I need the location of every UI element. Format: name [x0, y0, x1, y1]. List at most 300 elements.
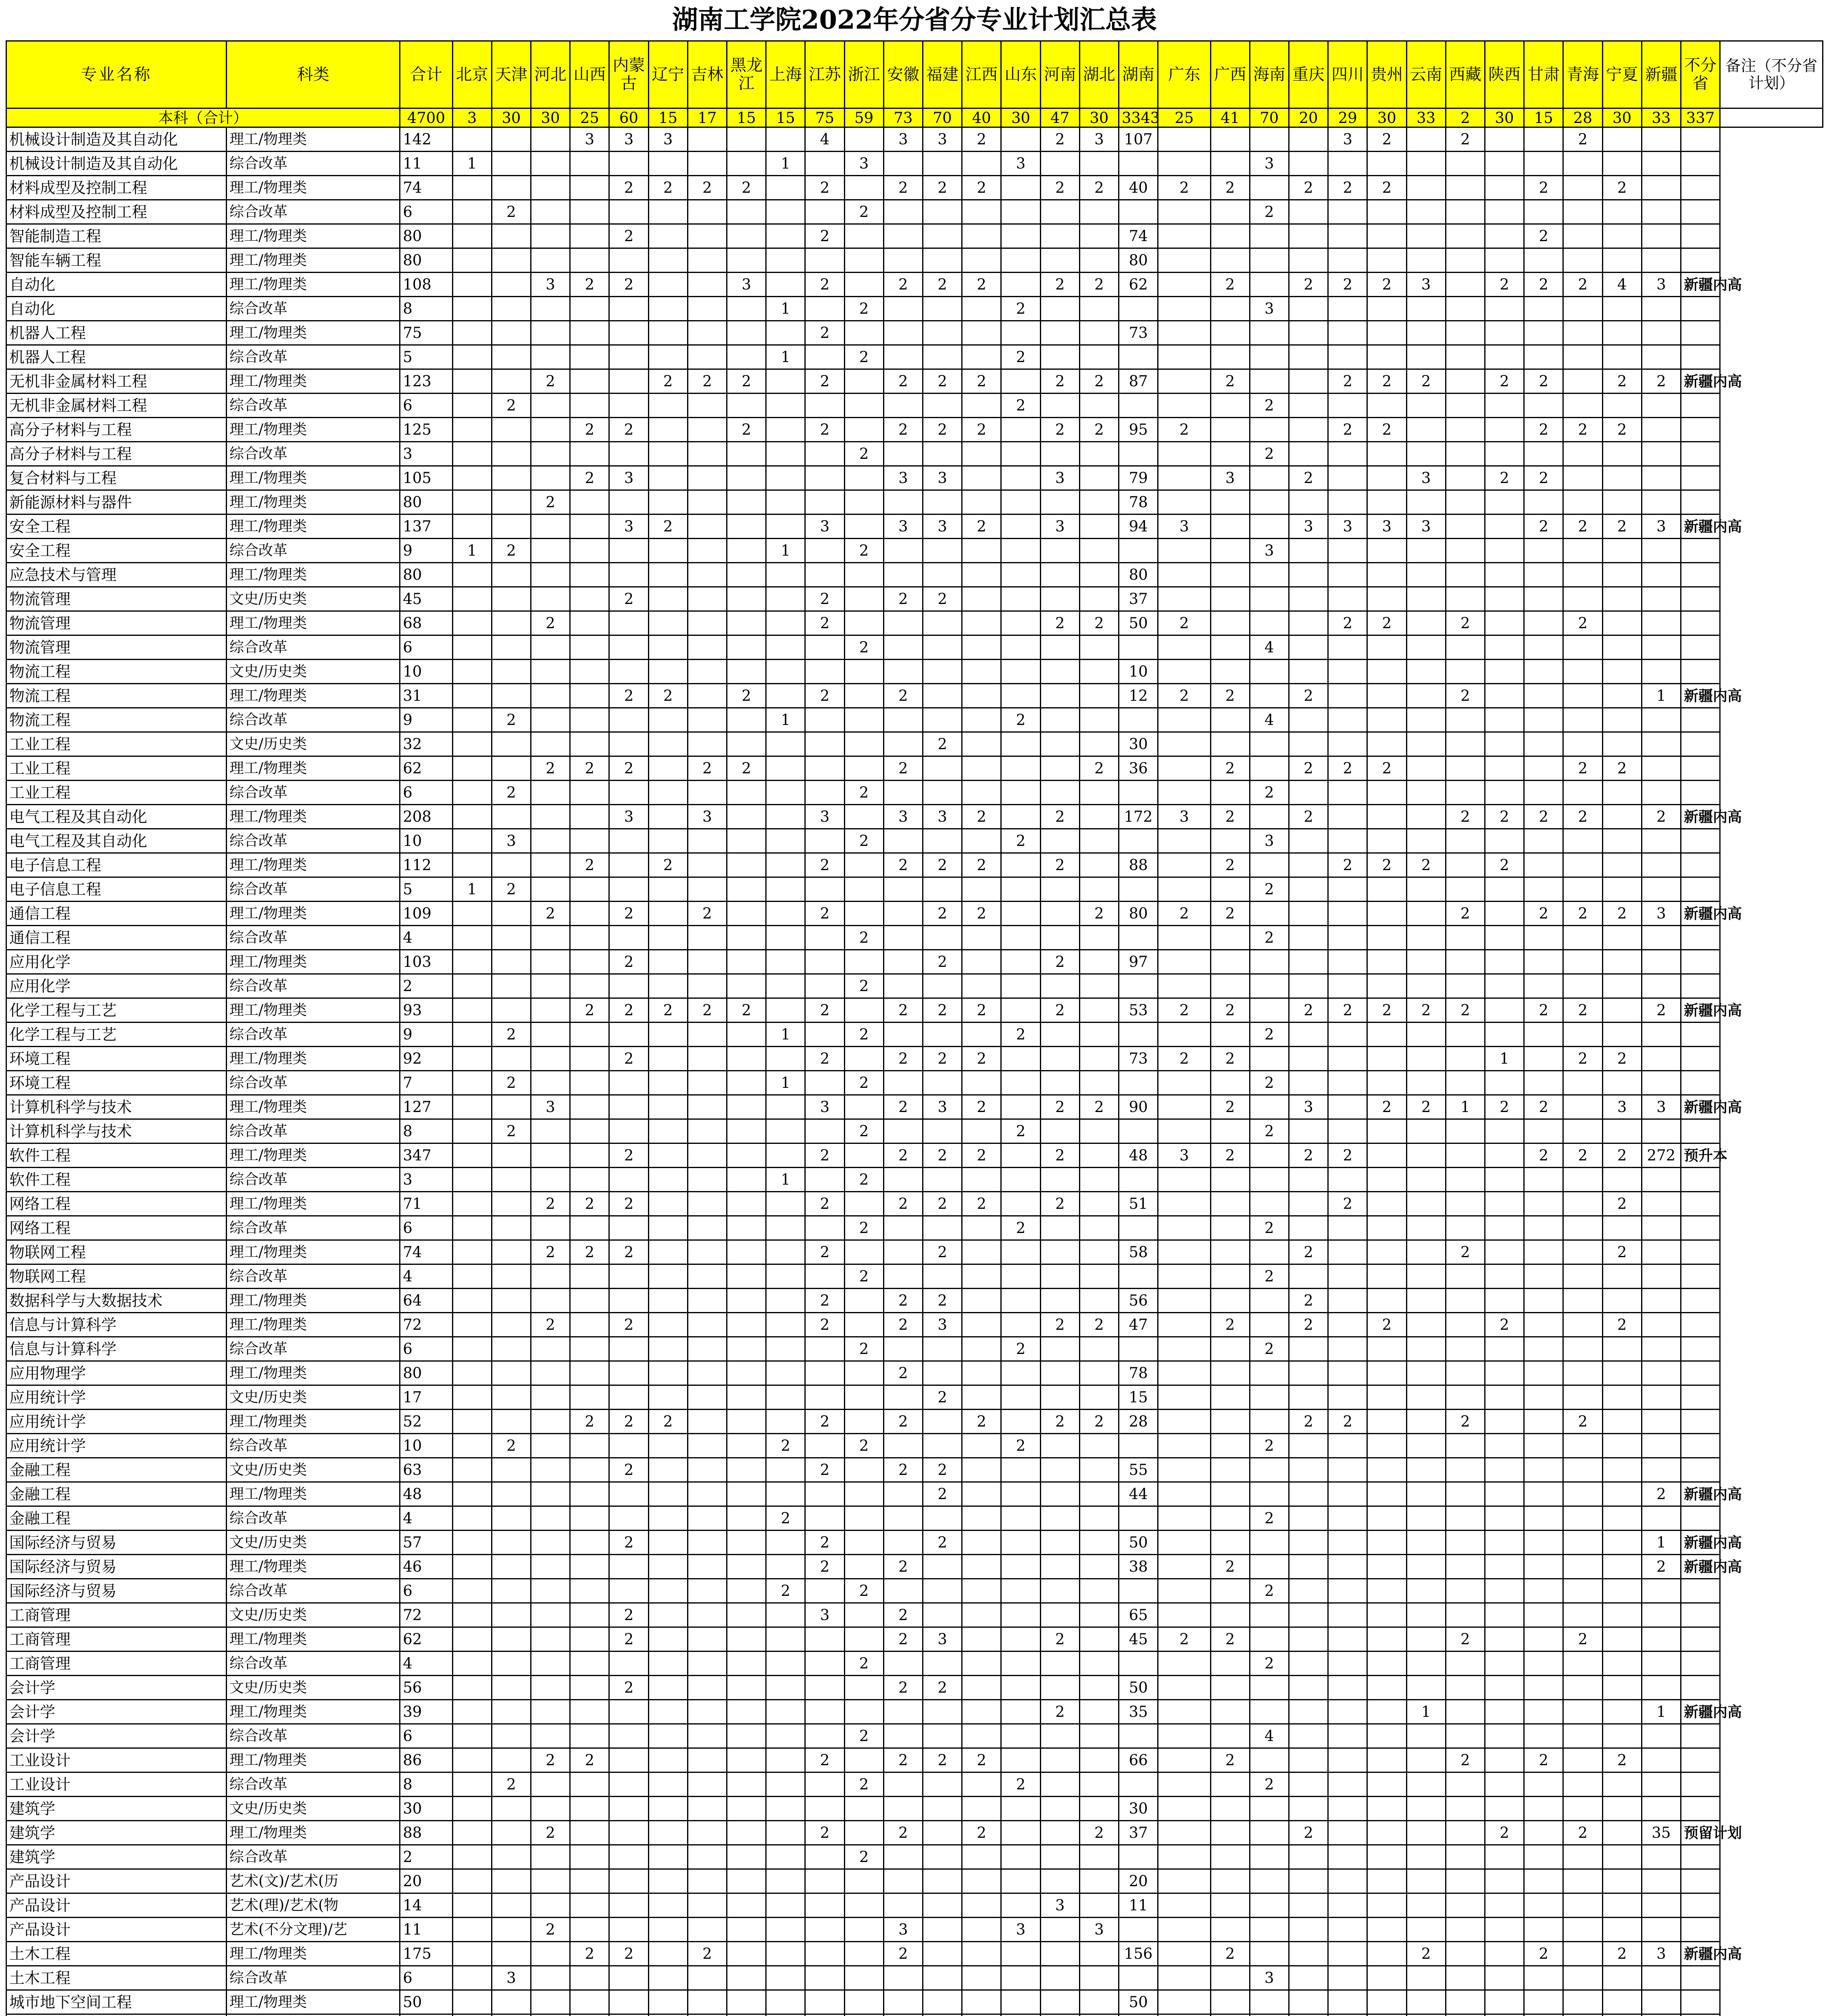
- province-count: [531, 345, 570, 369]
- province-count: [1328, 1385, 1367, 1410]
- province-count: [687, 563, 727, 587]
- province-count: [1289, 1434, 1328, 1458]
- province-count: 2: [805, 587, 844, 611]
- province-count: 2: [1210, 853, 1250, 877]
- row-total: 80: [400, 224, 452, 248]
- province-count: [1485, 345, 1524, 369]
- province-count: [1040, 539, 1079, 563]
- province-count: 2: [1079, 176, 1119, 200]
- province-count: 2: [805, 1289, 844, 1313]
- province-count: [492, 1627, 531, 1652]
- province-count: 2: [1524, 418, 1563, 442]
- province-count: [687, 1652, 727, 1676]
- province-count: [531, 152, 570, 176]
- province-count: [531, 1047, 570, 1071]
- province-count: [1079, 1579, 1119, 1603]
- province-count: [1563, 200, 1602, 224]
- province-count: [648, 1071, 687, 1095]
- province-count: [687, 1482, 727, 1506]
- province-count: [1563, 1192, 1602, 1216]
- province-count: 2: [805, 902, 844, 926]
- province-count: [1602, 345, 1642, 369]
- province-count: [1328, 805, 1367, 829]
- row-total: 80: [400, 1361, 452, 1385]
- province-count: [687, 950, 727, 974]
- province-count: 2: [1079, 418, 1119, 442]
- province-count: [452, 1603, 492, 1627]
- province-count: [531, 708, 570, 732]
- province-count: [570, 394, 609, 418]
- row-total: 6: [400, 1337, 452, 1361]
- note-cell: [1681, 1652, 1720, 1676]
- note-cell: [1681, 1748, 1720, 1772]
- province-count: [1040, 660, 1079, 684]
- column-header: 浙江: [844, 41, 883, 108]
- subject-category: 综合改革: [227, 1845, 400, 1869]
- province-count: [1328, 732, 1367, 756]
- province-count: [1642, 418, 1681, 442]
- province-count: [766, 1918, 805, 1942]
- province-count: [1642, 1361, 1681, 1385]
- province-count: [1328, 1289, 1367, 1313]
- province-count: [1367, 466, 1406, 490]
- province-count: [1040, 1942, 1079, 1966]
- table-row: [6, 756, 1823, 781]
- note-cell: [1681, 1192, 1720, 1216]
- province-count: [1642, 152, 1681, 176]
- province-count: [883, 1845, 923, 1869]
- province-count: [1079, 708, 1119, 732]
- province-count: [1406, 805, 1446, 829]
- province-count: [570, 224, 609, 248]
- province-count: 2: [923, 1458, 962, 1482]
- province-count: 1: [1642, 1700, 1681, 1724]
- subject-category: 理工/物理类: [227, 1700, 400, 1724]
- major-name: 物流管理: [6, 587, 227, 611]
- province-count: [1367, 1748, 1406, 1772]
- province-count: [687, 1555, 727, 1579]
- province-count: [1328, 1240, 1367, 1264]
- province-count: [844, 1821, 883, 1845]
- province-count: 10: [1119, 660, 1158, 684]
- province-count: [1210, 539, 1250, 563]
- province-count: [1001, 1966, 1040, 1990]
- province-count: [1485, 708, 1524, 732]
- province-count: [1524, 1361, 1563, 1385]
- total-value: 47: [1040, 108, 1079, 127]
- province-count: [1001, 1627, 1040, 1652]
- province-count: 2: [883, 176, 923, 200]
- province-count: [648, 1627, 687, 1652]
- province-count: 2: [766, 1506, 805, 1531]
- province-count: [727, 345, 766, 369]
- province-count: 2: [570, 853, 609, 877]
- province-count: [609, 1337, 648, 1361]
- province-count: [727, 926, 766, 950]
- note-cell: [1681, 1627, 1720, 1652]
- province-count: [1119, 926, 1158, 950]
- province-count: [452, 297, 492, 321]
- table-row: [6, 1869, 1823, 1893]
- province-count: [1446, 926, 1485, 950]
- province-count: [727, 1918, 766, 1942]
- province-count: 2: [883, 1458, 923, 1482]
- province-count: 2: [1079, 1095, 1119, 1119]
- province-count: [766, 1748, 805, 1772]
- province-count: 2: [492, 1119, 531, 1143]
- province-count: [1524, 1700, 1563, 1724]
- province-count: [1367, 1676, 1406, 1700]
- province-count: [1367, 1845, 1406, 1869]
- province-count: [727, 539, 766, 563]
- province-count: [1328, 1361, 1367, 1385]
- province-count: [1289, 732, 1328, 756]
- province-count: [1524, 684, 1563, 708]
- major-name: 智能车辆工程: [6, 248, 227, 273]
- province-count: [1210, 1216, 1250, 1240]
- province-count: [1001, 127, 1040, 152]
- province-count: [1289, 1047, 1328, 1071]
- province-count: [727, 1700, 766, 1724]
- province-count: 2: [1367, 853, 1406, 877]
- province-count: [492, 853, 531, 877]
- province-count: [1406, 974, 1446, 998]
- province-count: [1328, 1434, 1367, 1458]
- table-row: [6, 635, 1823, 660]
- table-row: [6, 1676, 1823, 1700]
- province-count: [962, 1579, 1001, 1603]
- province-count: [1485, 1168, 1524, 1192]
- province-count: [1001, 902, 1040, 926]
- note-cell: [1681, 660, 1720, 684]
- note-cell: [1681, 587, 1720, 611]
- province-count: [1040, 1579, 1079, 1603]
- province-count: [648, 1458, 687, 1482]
- province-count: [923, 635, 962, 660]
- province-count: [883, 1531, 923, 1555]
- province-count: [1210, 394, 1250, 418]
- province-count: [452, 248, 492, 273]
- province-count: [1040, 2014, 1079, 2016]
- note-cell: [1681, 1289, 1720, 1313]
- province-count: [844, 684, 883, 708]
- province-count: [492, 1724, 531, 1748]
- province-count: [1446, 248, 1485, 273]
- province-count: [492, 321, 531, 345]
- province-count: [1250, 514, 1289, 539]
- province-count: 2: [844, 345, 883, 369]
- province-count: [766, 1458, 805, 1482]
- province-count: 2: [923, 950, 962, 974]
- subject-category: 综合改革: [227, 635, 400, 660]
- province-count: 2: [805, 369, 844, 394]
- province-count: [844, 1143, 883, 1168]
- province-count: [531, 1603, 570, 1627]
- province-count: [1210, 1700, 1250, 1724]
- row-total: 4: [400, 1264, 452, 1289]
- total-value: 73: [883, 108, 923, 127]
- province-count: [1563, 660, 1602, 684]
- province-count: [883, 1337, 923, 1361]
- province-count: [844, 587, 883, 611]
- province-count: [766, 1143, 805, 1168]
- province-count: [687, 587, 727, 611]
- note-cell: [1681, 1434, 1720, 1458]
- province-count: [1079, 442, 1119, 466]
- province-count: [727, 224, 766, 248]
- province-count: 2: [492, 1434, 531, 1458]
- province-count: [1524, 1047, 1563, 1071]
- province-count: [1602, 635, 1642, 660]
- province-count: [1250, 1313, 1289, 1337]
- province-count: [1446, 369, 1485, 394]
- province-count: [1602, 2014, 1642, 2016]
- province-count: [805, 1652, 844, 1676]
- province-count: [1040, 1506, 1079, 1531]
- province-count: [1289, 1748, 1328, 1772]
- province-count: [1158, 950, 1210, 974]
- province-count: [1119, 1434, 1158, 1458]
- province-count: [1040, 829, 1079, 853]
- province-count: [1406, 297, 1446, 321]
- province-count: [1001, 176, 1040, 200]
- province-count: [805, 1434, 844, 1458]
- province-count: 2: [531, 1821, 570, 1845]
- province-count: [883, 708, 923, 732]
- province-count: [1210, 152, 1250, 176]
- province-count: [766, 2014, 805, 2016]
- province-count: [1563, 829, 1602, 853]
- province-count: [492, 1700, 531, 1724]
- province-count: [1289, 1071, 1328, 1095]
- province-count: [1250, 1410, 1289, 1434]
- province-count: 2: [1250, 877, 1289, 902]
- province-count: [1367, 1240, 1406, 1264]
- province-count: [727, 442, 766, 466]
- province-count: [923, 1797, 962, 1821]
- table-row: [6, 127, 1823, 152]
- province-count: 2: [1485, 273, 1524, 297]
- column-header: 西藏: [1446, 41, 1485, 108]
- province-count: 2: [1289, 684, 1328, 708]
- province-count: [1158, 1216, 1210, 1240]
- province-count: [883, 1966, 923, 1990]
- province-count: 1: [1446, 1095, 1485, 1119]
- province-count: 2: [805, 1143, 844, 1168]
- province-count: [962, 1506, 1001, 1531]
- subject-category: 综合改革: [227, 1337, 400, 1361]
- province-count: [1406, 902, 1446, 926]
- province-count: 1: [452, 539, 492, 563]
- province-count: [1446, 176, 1485, 200]
- major-name: 会计学: [6, 1724, 227, 1748]
- province-count: [648, 1337, 687, 1361]
- province-count: [531, 1434, 570, 1458]
- province-count: 2: [962, 853, 1001, 877]
- province-count: [1328, 902, 1367, 926]
- province-count: 2: [1602, 1748, 1642, 1772]
- province-count: [844, 1531, 883, 1555]
- province-count: 3: [1158, 1143, 1210, 1168]
- province-count: [1158, 369, 1210, 394]
- province-count: 2: [531, 1192, 570, 1216]
- province-count: [766, 1942, 805, 1966]
- subject-category: 理工/物理类: [227, 1289, 400, 1313]
- province-count: 37: [1119, 587, 1158, 611]
- province-count: 2: [1250, 1652, 1289, 1676]
- province-count: [1001, 1047, 1040, 1071]
- province-count: 156: [1119, 1942, 1158, 1966]
- province-count: [452, 1966, 492, 1990]
- province-count: [1119, 1264, 1158, 1289]
- province-count: [687, 224, 727, 248]
- province-count: [609, 829, 648, 853]
- province-count: [1602, 466, 1642, 490]
- province-count: [1524, 1869, 1563, 1893]
- province-count: 2: [1250, 1337, 1289, 1361]
- province-count: [1642, 1264, 1681, 1289]
- province-count: [1289, 394, 1328, 418]
- province-count: [962, 1168, 1001, 1192]
- province-count: [1485, 1869, 1524, 1893]
- province-count: [1158, 224, 1210, 248]
- note-cell: 预留计划: [1681, 1821, 1720, 1845]
- province-count: [1602, 926, 1642, 950]
- province-count: 2: [1040, 1410, 1079, 1434]
- province-count: 2: [1642, 1555, 1681, 1579]
- province-count: [1485, 1990, 1524, 2014]
- province-count: [1485, 684, 1524, 708]
- province-count: [1210, 974, 1250, 998]
- province-count: [1485, 200, 1524, 224]
- major-name: 物流管理: [6, 611, 227, 635]
- province-count: [1524, 1918, 1563, 1942]
- province-count: [1040, 1676, 1079, 1700]
- note-cell: [1681, 974, 1720, 998]
- province-count: 2: [1406, 1095, 1446, 1119]
- row-total: 5: [400, 877, 452, 902]
- province-count: 2: [805, 1192, 844, 1216]
- province-count: [1367, 1192, 1406, 1216]
- subject-category: 理工/物理类: [227, 1748, 400, 1772]
- table-row: [6, 1119, 1823, 1143]
- province-count: [1328, 563, 1367, 587]
- subject-category: 理工/物理类: [227, 369, 400, 394]
- subject-category: 综合改革: [227, 345, 400, 369]
- province-count: [492, 1579, 531, 1603]
- province-count: 2: [1602, 1047, 1642, 1071]
- province-count: 2: [1040, 176, 1079, 200]
- province-count: 74: [1119, 224, 1158, 248]
- province-count: [766, 1797, 805, 1821]
- major-name: 工业工程: [6, 756, 227, 781]
- province-count: 3: [1001, 1918, 1040, 1942]
- province-count: [1210, 1071, 1250, 1095]
- province-count: [1250, 176, 1289, 200]
- total-value: 70: [923, 108, 962, 127]
- province-count: [570, 1724, 609, 1748]
- province-count: 1: [1406, 1700, 1446, 1724]
- subject-category: 理工/物理类: [227, 1143, 400, 1168]
- province-count: [805, 756, 844, 781]
- province-count: [570, 514, 609, 539]
- province-count: [923, 345, 962, 369]
- row-total: 48: [400, 1482, 452, 1506]
- province-count: 2: [1040, 1143, 1079, 1168]
- province-count: [1001, 950, 1040, 974]
- province-count: 2: [1040, 611, 1079, 635]
- province-count: [962, 1482, 1001, 1506]
- province-count: [452, 418, 492, 442]
- province-count: [1485, 1676, 1524, 1700]
- province-count: [492, 1337, 531, 1361]
- province-count: 2: [1367, 1313, 1406, 1337]
- province-count: [1289, 1966, 1328, 1990]
- province-count: [570, 152, 609, 176]
- province-count: [452, 1821, 492, 1845]
- province-count: [805, 635, 844, 660]
- province-count: [452, 1143, 492, 1168]
- province-count: [1210, 1264, 1250, 1289]
- province-count: [1602, 200, 1642, 224]
- province-count: [1040, 1797, 1079, 1821]
- province-count: [1250, 805, 1289, 829]
- province-count: [1485, 1361, 1524, 1385]
- province-count: [1446, 1047, 1485, 1071]
- province-count: [1210, 200, 1250, 224]
- province-count: 2: [1001, 394, 1040, 418]
- column-header: 辽宁: [648, 41, 687, 108]
- province-count: [923, 1869, 962, 1893]
- province-count: [844, 369, 883, 394]
- province-count: [727, 1482, 766, 1506]
- province-count: 2: [1158, 684, 1210, 708]
- province-count: [1367, 1482, 1406, 1506]
- province-count: 2: [844, 1579, 883, 1603]
- province-count: [1563, 1434, 1602, 1458]
- province-count: [1001, 587, 1040, 611]
- province-count: [492, 1748, 531, 1772]
- subject-category: 综合改革: [227, 926, 400, 950]
- province-count: 3: [1289, 1095, 1328, 1119]
- province-count: [492, 345, 531, 369]
- province-count: 2: [1367, 1095, 1406, 1119]
- province-count: [687, 152, 727, 176]
- major-name: 电子信息工程: [6, 853, 227, 877]
- province-count: [962, 1869, 1001, 1893]
- province-count: 3: [805, 1095, 844, 1119]
- province-count: [1250, 1845, 1289, 1869]
- province-count: [1602, 1119, 1642, 1143]
- province-count: [766, 1531, 805, 1555]
- province-count: [1563, 394, 1602, 418]
- province-count: 2: [962, 1047, 1001, 1071]
- province-count: [609, 660, 648, 684]
- province-count: [805, 950, 844, 974]
- province-count: [452, 926, 492, 950]
- province-count: [923, 2014, 962, 2016]
- province-count: [492, 950, 531, 974]
- province-count: 2: [609, 273, 648, 297]
- province-count: 2: [1446, 611, 1485, 635]
- province-count: [492, 1143, 531, 1168]
- province-count: [1642, 1071, 1681, 1095]
- province-count: [1406, 950, 1446, 974]
- major-name: 计算机科学与技术: [6, 1095, 227, 1119]
- province-count: 2: [1040, 127, 1079, 152]
- province-count: [531, 1216, 570, 1240]
- province-count: 2: [1158, 902, 1210, 926]
